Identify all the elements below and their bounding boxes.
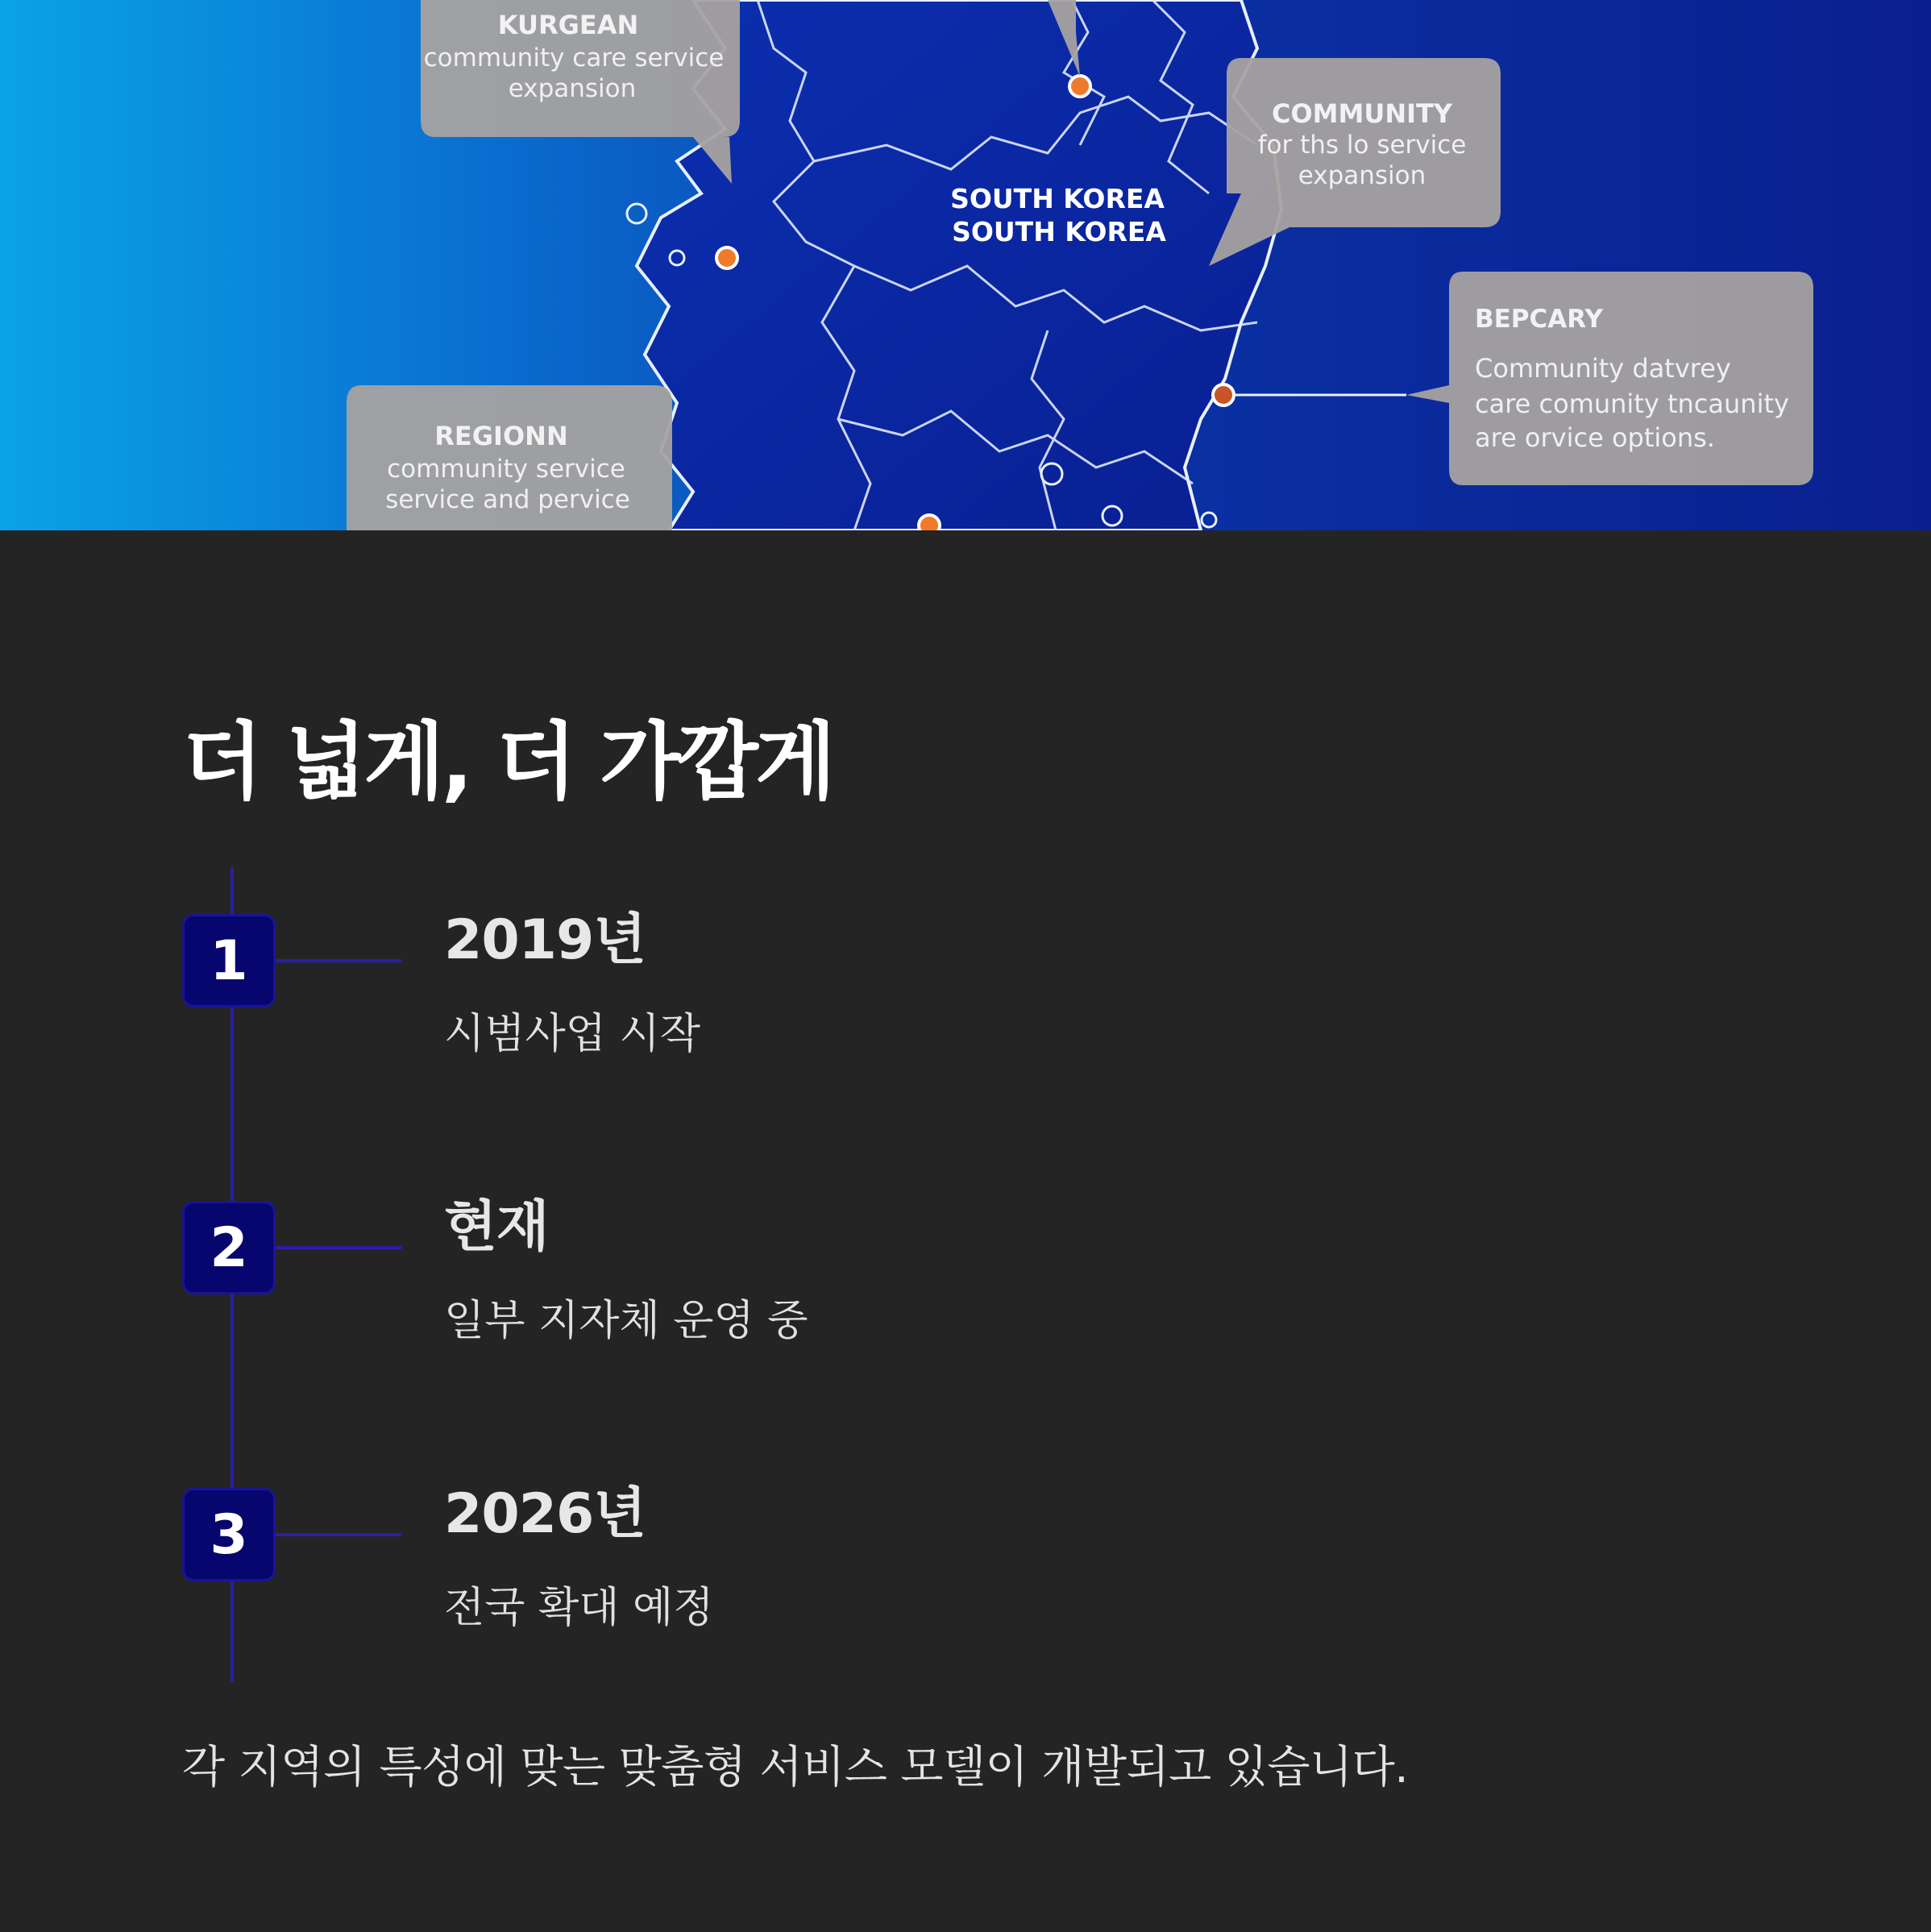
callout-line: care comunity tncaunity [1475, 388, 1789, 419]
map-pin [1213, 384, 1234, 405]
step-description: 시범사업 시작 [444, 1010, 700, 1058]
country-label: SOUTH KOREA [952, 216, 1166, 247]
callout-line: expansion [508, 74, 637, 103]
timeline-step-2 [182, 1195, 1310, 1394]
step-title: 2019년 [444, 908, 646, 972]
callout-regionn [347, 385, 672, 530]
callout-line: are orvice options. [1475, 422, 1715, 453]
callout-line: service and pervice [385, 485, 630, 514]
callout-line: community care service [423, 44, 725, 73]
callout-line: for ths lo service [1257, 131, 1467, 160]
timeline-step-1 [182, 908, 1310, 1107]
content-section [0, 530, 1931, 1932]
callout-line: community service [387, 455, 625, 484]
step-title: 2026년 [444, 1482, 646, 1546]
step-number-badge: 1 [182, 914, 276, 1008]
map-pin [1069, 76, 1090, 97]
callout-line: Community datvrey [1475, 353, 1731, 384]
korea-map-illustration [0, 0, 1931, 530]
hero-map-image [0, 0, 1931, 530]
step-description: 전국 확대 예정 [444, 1584, 714, 1632]
map-pin [716, 247, 737, 268]
country-label: SOUTH KOREA [950, 183, 1165, 214]
step-description: 일부 지자체 운영 중 [444, 1297, 808, 1345]
callout-title: KURGEAN [497, 10, 639, 40]
callout-title: BEPCARY [1475, 305, 1603, 334]
step-number-badge: 3 [182, 1488, 276, 1581]
callout-title: COMMUNITY [1271, 98, 1453, 129]
callout-line: expansion [1298, 161, 1426, 190]
step-connector [276, 1533, 401, 1536]
footer-note: 각 지역의 특성에 맞는 맞춤형 서비스 모델이 개발되고 있습니다. [182, 1741, 1409, 1793]
map-pin [919, 515, 940, 530]
step-title: 현재 [444, 1195, 549, 1259]
step-connector [276, 959, 401, 962]
callout-title: REGIONN [434, 421, 568, 451]
section-title: 더 넓게, 더 가깝게 [182, 713, 833, 811]
step-connector [276, 1246, 401, 1249]
timeline-step-3 [182, 1482, 1310, 1681]
step-number-badge: 2 [182, 1201, 276, 1294]
